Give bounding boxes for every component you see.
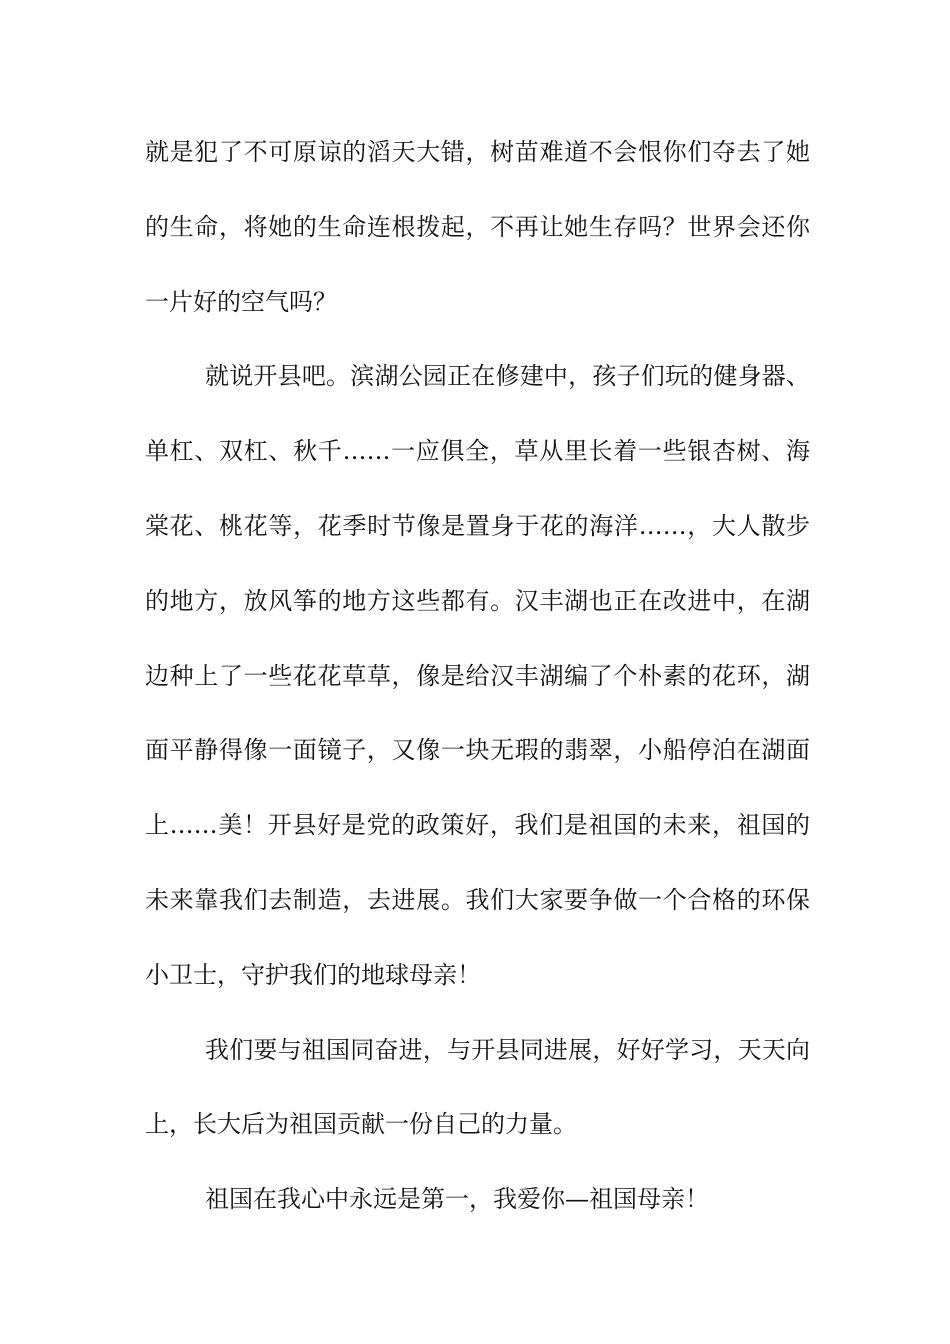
text-line: 面平静得像一面镜子，又像一块无瑕的翡翠，小船停泊在湖面 xyxy=(145,736,810,765)
text-line: 未来靠我们去制造，去进展。我们大家要争做一个合格的环保 xyxy=(145,885,810,914)
paragraph-first-line: 就说开县吧。滨湖公园正在修建中，孩子们玩的健身器、 xyxy=(205,362,810,391)
text-line: 上……美！开县好是党的政策好，我们是祖国的未来，祖国的 xyxy=(145,811,810,840)
text-line: 边种上了一些花花草草，像是给汉丰湖编了个朴素的花环，湖 xyxy=(145,661,810,690)
text-line: 棠花、桃花等，花季时节像是置身于花的海洋……，大人散步 xyxy=(145,511,810,540)
text-line: 就是犯了不可原谅的滔天大错，树苗难道不会恨你们夺去了她 xyxy=(145,138,810,166)
text-line: 的生命，将她的生命连根拨起，不再让她生存吗？世界会还你 xyxy=(145,212,810,241)
text-line: 小卫士，守护我们的地球母亲！ xyxy=(145,960,481,989)
paragraph-first-line: 祖国在我心中永远是第一，我爱你—祖国母亲！ xyxy=(205,1185,709,1214)
paragraph-first-line: 我们要与祖国同奋进，与开县同进展，好好学习，天天向 xyxy=(205,1035,810,1064)
text-line: 单杠、双杠、秋千……一应俱全，草从里长着一些银杏树、海 xyxy=(145,437,810,466)
text-line: 上，长大后为祖国贡献一份自己的力量。 xyxy=(145,1110,577,1139)
text-line: 的地方，放风筝的地方这些都有。汉丰湖也正在改进中，在湖 xyxy=(145,586,810,615)
document-body xyxy=(145,128,810,1250)
text-line: 一片好的空气吗？ xyxy=(145,287,337,316)
